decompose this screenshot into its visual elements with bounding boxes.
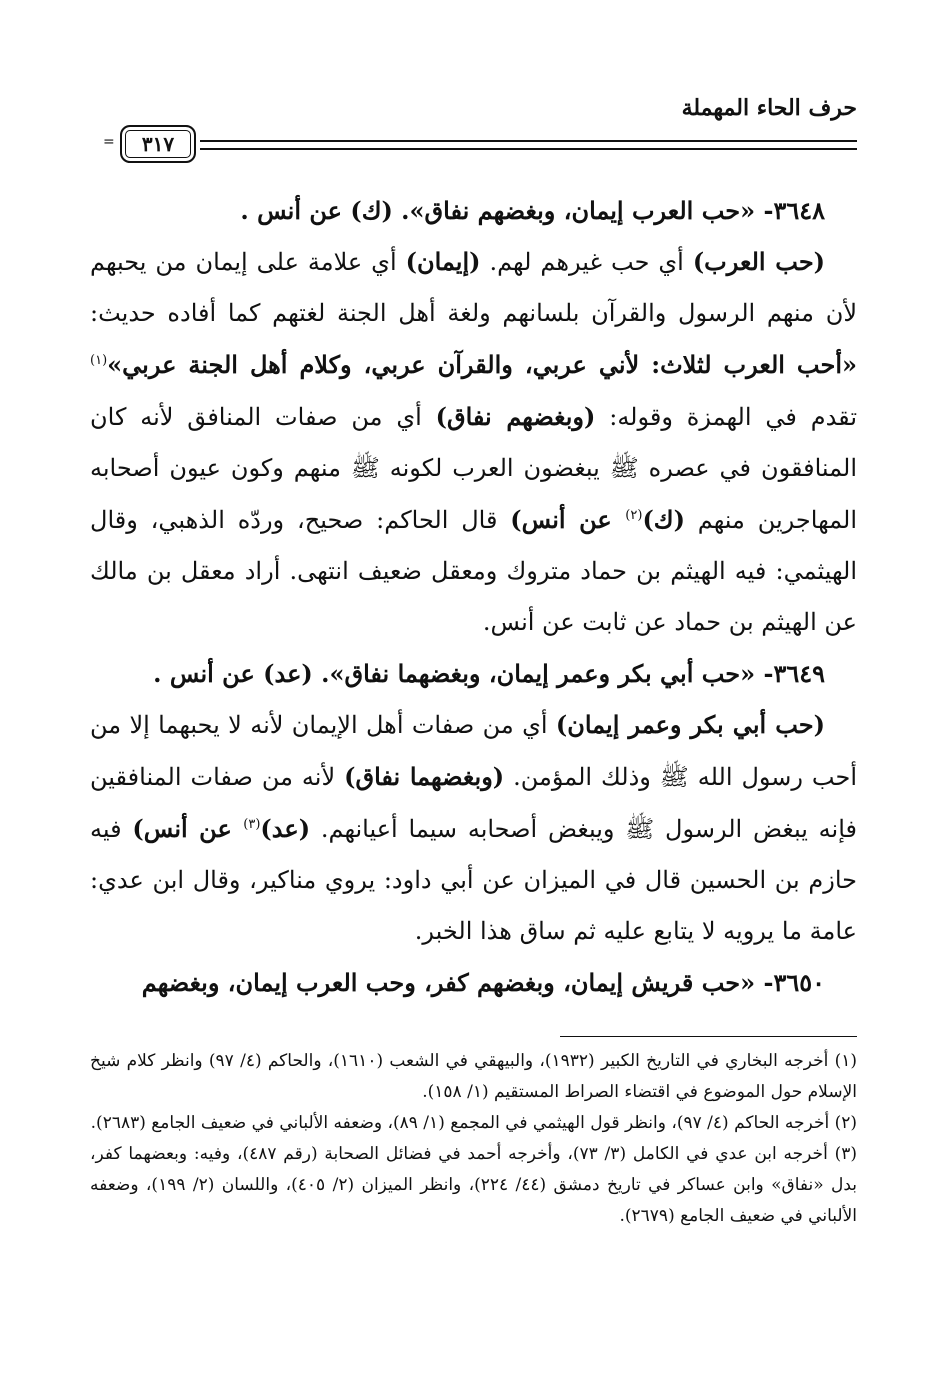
commentary-3649 (90, 699, 857, 957)
footnote-rule (560, 1036, 857, 1037)
source-code: (عد) (260, 814, 311, 843)
source-code: (ك) (642, 505, 685, 534)
term: (إيمان) (405, 247, 481, 276)
narrator: عن أنس) (510, 505, 626, 534)
term: (حب أبي بكر وعمر إيمان) (555, 710, 825, 739)
footnote-ref-2[interactable]: (٢) (625, 508, 643, 523)
chapter-title: حرف الحاء المهملة (681, 95, 857, 121)
footnote-ref-3[interactable]: (٣) (243, 817, 261, 832)
page-number-ornament: = (103, 134, 115, 150)
footnote-3: (٣) أخرجه ابن عدي في الكامل (٣/ ٧٣)، وأخرجه أحمد في فضائل الصحابة (رقم ٤٨٧)، وفيه: وبعضهما كفر، بدل «نفاق» وابن عساكر في تاريخ دمشق (٤٤/ ٢٢٤)، وانظر الميزان (٢/ ٤٠٥)، واللسان (٢/ ١٩٩)، وضعفه الألباني في ضعيف الجامع (٢٦٧٩). (90, 1144, 857, 1226)
commentary-text: لأنه من صفات المنافقين فإنه يبغض الرسول ﷺ ويبغض أصحابه سيما أعيانهم. (90, 763, 857, 843)
footnotes (90, 1046, 857, 1232)
quoted-hadith: «أحب العرب لثلاث: لأني عربي، والقرآن عربي، وكلام أهل الجنة عربي» (107, 350, 857, 379)
hadith-3648: ٣٦٤٨- «حب العرب إيمان، وبغضهم نفاق». (ك) عن أنس . (240, 196, 825, 225)
header-rule (200, 140, 857, 150)
commentary-text: أي علامة على إيمان من يحبهم لأن منهم الرسول والقرآن بلسانهم ولغة أهل الجنة لغتهم كما أفاده حديث: (90, 248, 857, 327)
page-number: ٣١٧ (120, 125, 196, 163)
commentary-text: أي من صفات أهل الإيمان لأنه لا يحبهما إلا من أحب رسول الله ﷺ وذلك المؤمن. (90, 711, 857, 791)
footnote-ref-1[interactable]: (١) (90, 353, 108, 368)
footnote-1: (١) أخرجه البخاري في التاريخ الكبير (١٩٣٢)، والبيهقي في الشعب (١٦١٠)، والحاكم (٤/ ٩٧) وانظر كلام شيخ الإسلام حول الموضوع في اقتضاء الصراط المستقيم (١/ ١٥٨). (90, 1051, 857, 1102)
hadith-3649: ٣٦٤٩- «حب أبي بكر وعمر إيمان، وبغضهما نفاق». (عد) عن أنس . (153, 659, 825, 688)
term: (وبغضهما نفاق) (344, 762, 505, 791)
commentary-3648 (90, 236, 857, 648)
commentary-text: فيه حازم بن الحسين قال في الميزان عن أبي داود: يروي مناكير، وقال ابن عدي: عامة ما يرويه لا يتابع عليه ثم ساق هذا الخبر. (90, 815, 857, 945)
narrator: عن أنس) (132, 814, 244, 843)
main-text (90, 185, 857, 1008)
commentary-text: أي من صفات المنافق لأنه كان المنافقون في عصره ﷺ يبغضون العرب لكونه ﷺ منهم وكون عيون أصحابه المهاجرين منهم (90, 403, 857, 534)
hadith-3650: ٣٦٥٠- «حب قريش إيمان، وبغضهم كفر، وحب العرب إيمان، وبغضهم (141, 968, 825, 997)
commentary-text: قال الحاكم: صحيح، وردّه الذهبي، وقال الهيثمي: فيه الهيثم بن حماد متروك ومعقل ضعيف انتهى. أراد معقل بن مالك عن الهيثم بن حماد عن ثابت عن أنس. (90, 506, 857, 636)
commentary-text: تقدم في الهمزة وقوله: (595, 403, 858, 431)
footnote-2: (٢) أخرجه الحاكم (٤/ ٩٧)، وانظر قول الهيثمي في المجمع (١/ ٨٩)، وضعفه الألباني في ضعيف الجامع (٢٦٨٣). (90, 1113, 857, 1133)
term: (وبغضهم نفاق) (435, 402, 596, 431)
term: (حب العرب) (692, 247, 826, 276)
commentary-text: أي حب غيرهم لهم. (480, 248, 693, 276)
